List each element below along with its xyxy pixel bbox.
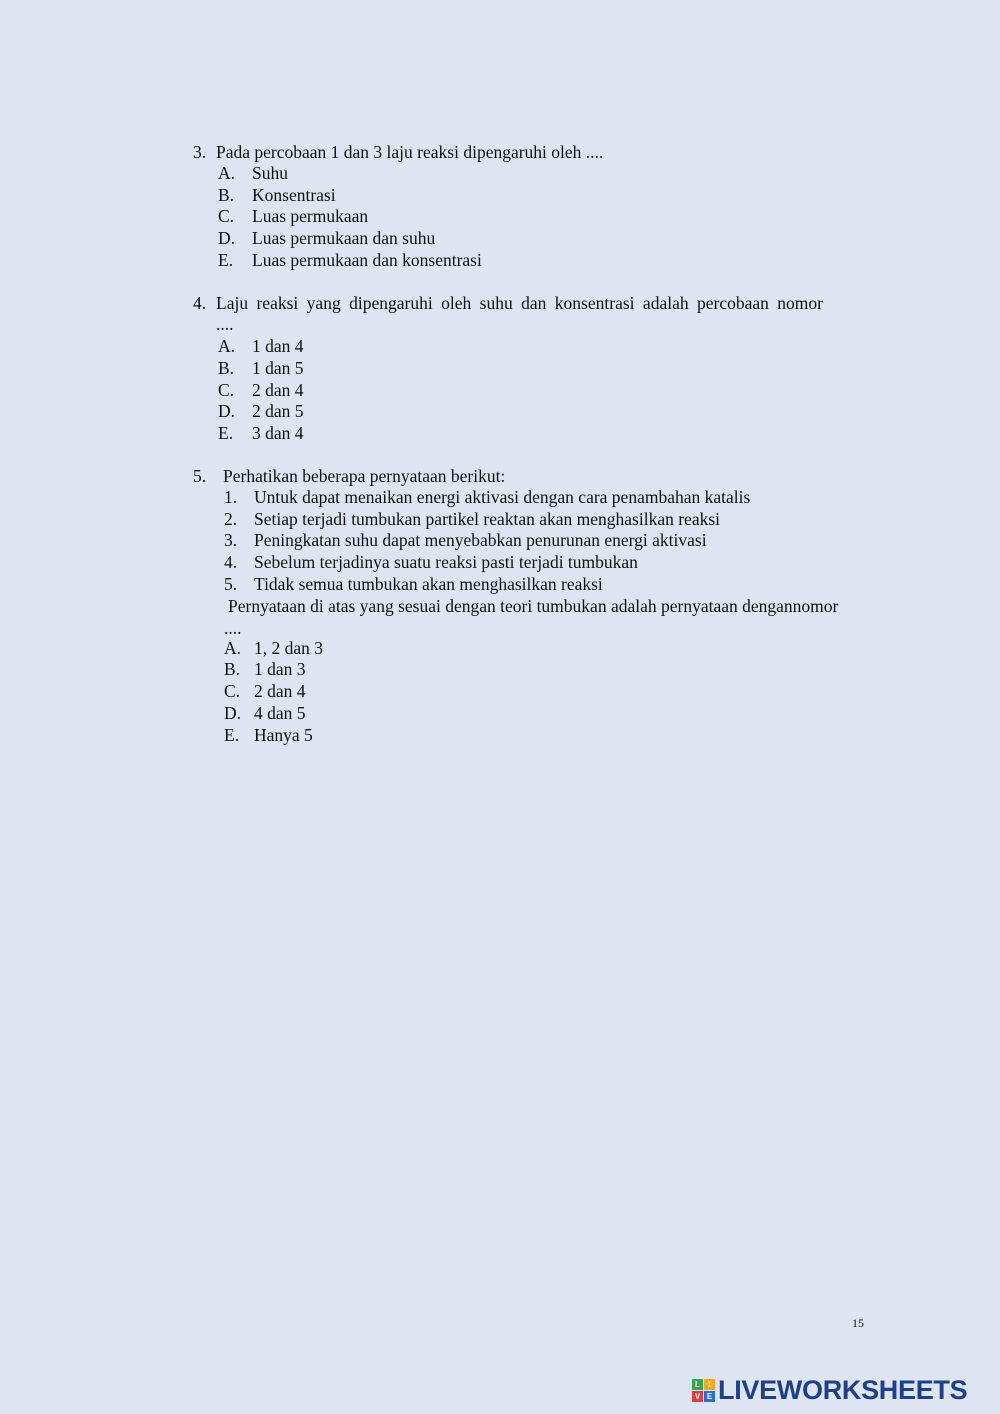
logo-letter-i: I	[704, 1379, 715, 1390]
question-text: Pada percobaan 1 dan 3 laju reaksi dipengaruhi oleh ....	[216, 142, 604, 162]
option-letter: B.	[224, 659, 241, 679]
option-text: Suhu	[252, 163, 288, 183]
option-text: Hanya 5	[254, 725, 313, 745]
option-letter: E.	[218, 423, 234, 443]
option-text: 2 dan 4	[252, 380, 304, 400]
option-letter: D.	[218, 228, 236, 248]
option-letter: A.	[218, 163, 236, 183]
option-letter: C.	[218, 380, 235, 400]
statement-number: 3.	[224, 530, 238, 550]
statement-text: Untuk dapat menaikan energi aktivasi dengan cara penambahan katalis	[254, 487, 751, 507]
question-text: Perhatikan beberapa pernyataan berikut:	[223, 466, 506, 486]
option-text: 1 dan 4	[252, 336, 304, 356]
live-logo-icon	[692, 1379, 715, 1402]
option-text: 1 dan 5	[252, 358, 304, 378]
question-number: 3.	[193, 142, 207, 162]
option-text: Luas permukaan dan konsentrasi	[252, 250, 482, 270]
question-number: 4.	[193, 293, 207, 313]
question-prompt-continuation: ....	[224, 618, 242, 638]
logo-letter-l: L	[692, 1379, 703, 1390]
question-number: 5.	[193, 466, 207, 486]
liveworksheets-logo[interactable]	[692, 1374, 967, 1406]
option-letter: D.	[218, 401, 236, 421]
logo-letter-e: E	[704, 1391, 715, 1402]
statement-text: Peningkatan suhu dapat menyebabkan penurunan energi aktivasi	[254, 530, 707, 550]
statement-number: 5.	[224, 574, 238, 594]
option-text: Luas permukaan dan suhu	[252, 228, 436, 248]
option-letter: E.	[224, 725, 240, 745]
question-text: Laju reaksi yang dipengaruhi oleh suhu dan konsentrasi adalah percobaan nomor	[216, 293, 823, 313]
question-prompt: Pernyataan di atas yang sesuai dengan teori tumbukan adalah pernyataan dengannomor	[228, 596, 839, 616]
option-letter: A.	[224, 638, 242, 658]
option-letter: C.	[218, 206, 235, 226]
option-letter: E.	[218, 250, 234, 270]
option-text: 3 dan 4	[252, 423, 304, 443]
option-text: Luas permukaan	[252, 206, 369, 226]
option-letter: B.	[218, 185, 235, 205]
option-text: 1 dan 3	[254, 659, 306, 679]
statement-text: Sebelum terjadinya suatu reaksi pasti terjadi tumbukan	[254, 552, 638, 572]
option-letter: A.	[218, 336, 236, 356]
option-text: 2 dan 4	[254, 681, 306, 701]
logo-letter-v: V	[692, 1391, 703, 1402]
option-letter: D.	[224, 703, 242, 723]
brand-name: LIVEWORKSHEETS	[718, 1374, 968, 1405]
statement-text: Tidak semua tumbukan akan menghasilkan reaksi	[254, 574, 603, 594]
statement-number: 1.	[224, 487, 238, 507]
option-text: 1, 2 dan 3	[254, 638, 324, 658]
option-text: 4 dan 5	[254, 703, 306, 723]
statement-number: 2.	[224, 509, 238, 529]
option-letter: C.	[224, 681, 241, 701]
option-letter: B.	[218, 358, 235, 378]
statement-text: Setiap terjadi tumbukan partikel reaktan akan menghasilkan reaksi	[254, 509, 721, 529]
option-text: 2 dan 5	[252, 401, 304, 421]
statement-number: 4.	[224, 552, 238, 572]
question-text-continuation: ....	[216, 314, 234, 334]
page-number: 15	[852, 1316, 864, 1330]
option-text: Konsentrasi	[252, 185, 336, 205]
